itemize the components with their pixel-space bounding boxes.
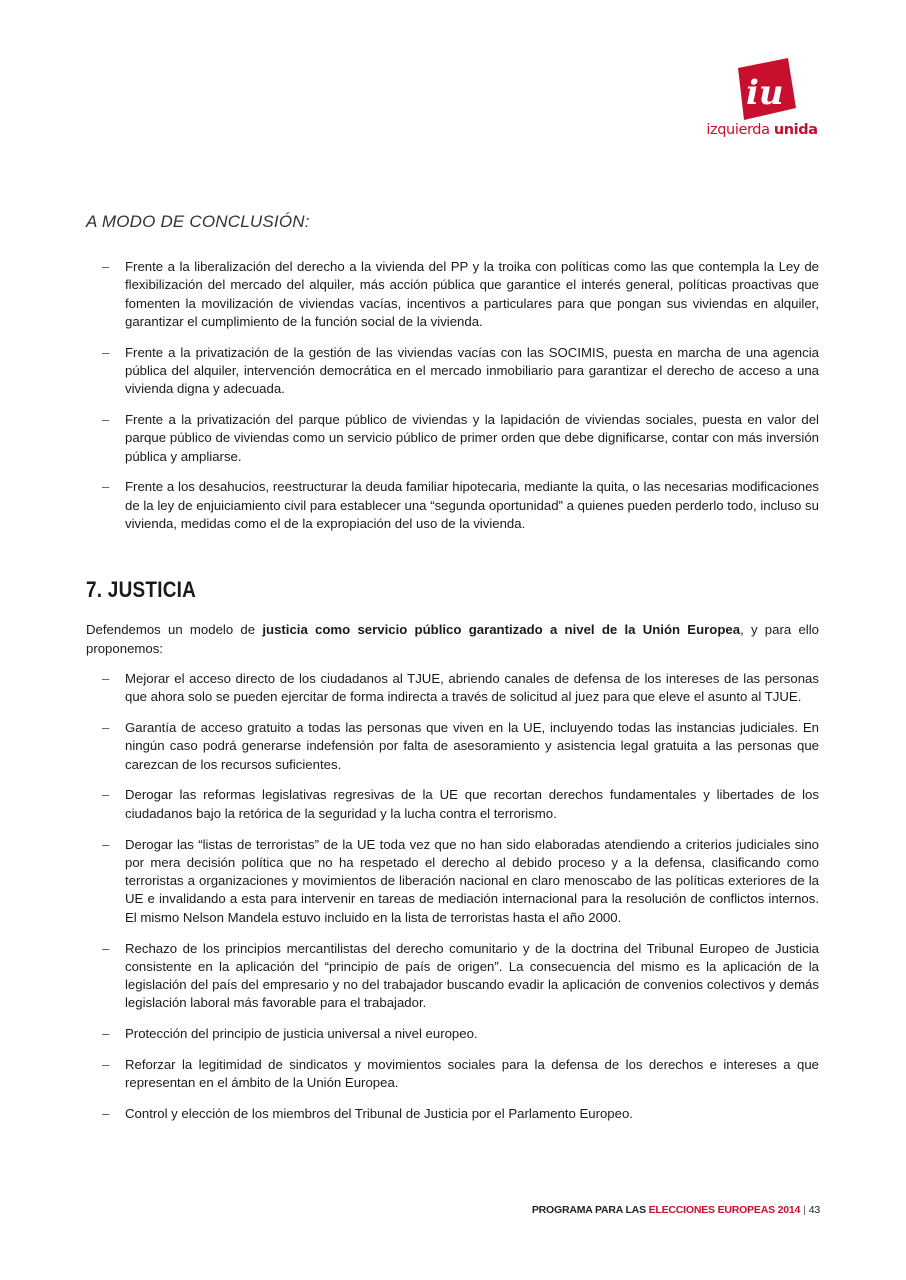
intro-text-before: Defendemos un modelo de [86, 622, 263, 638]
justicia-list [86, 670, 819, 1123]
list-item-text: Mejorar el acceso directo de los ciudadanos al TJUE, abriendo canales de defensa de los intereses de las personas que ahora solo se pueden ejercitar de forma indirecta a través de solicitud al juez para que eleve el asunto al TJUE. [125, 670, 819, 705]
dash-bullet: – [102, 720, 110, 736]
page-footer [532, 1204, 820, 1216]
list-item-text: Derogar las reformas legislativas regresivas de la UE que recortan derechos fundamentales y libertades de los ciudadanos bajo la retórica de la seguridad y la lucha contra el terrorismo. [125, 787, 819, 821]
footer-highlight: ELECCIONES EUROPEAS 2014 [648, 1204, 801, 1216]
list-item [86, 670, 819, 707]
list-item-text: Control y elección de los miembros del Tribunal de Justicia por el Parlamento Europeo. [125, 1106, 633, 1122]
dash-bullet: – [102, 1026, 110, 1042]
section-title-justicia: 7. JUSTICIA [86, 577, 197, 603]
intro-text-bold: justicia como servicio público garantizado a nivel de la Unión Europea [262, 622, 741, 638]
list-item [86, 258, 819, 331]
list-item [86, 1025, 819, 1043]
list-item-text: Frente a los desahucios, reestructurar la deuda familiar hipotecaria, mediante la quita, o las necesarias modificaciones de la ley de enjuiciamiento civil para establecer una “segunda oportunidad” a quienes pueden perderlo todo, incluso su vivienda, medidas como el de la expropiación del uso de la vivienda. [125, 479, 819, 532]
logo-word-izquierda: izquierda [706, 122, 770, 138]
list-item-text: Rechazo de los principios mercantilistas del derecho comunitario y de la doctrina del Tribunal Europeo de Justicia consistente en la aplicación del “principio de país de origen”. La consecuencia del mismo es la aplicación de la legislación del país del empresario y no del trabajador buscando evadir la aplicación de convenios colectivos y demás legislación laboral más favorable para el trabajador. [125, 940, 819, 1011]
party-logo [700, 58, 824, 148]
logo-wordmark [700, 122, 824, 138]
list-item [86, 1105, 819, 1123]
list-item [86, 786, 819, 823]
list-item [86, 719, 819, 774]
dash-bullet: – [102, 670, 110, 686]
list-item [86, 344, 819, 399]
dash-bullet: – [102, 344, 110, 360]
page-content [86, 212, 819, 1136]
dash-bullet: – [102, 940, 110, 956]
list-item [86, 478, 819, 533]
dash-bullet: – [102, 1057, 110, 1072]
list-item-text: Frente a la liberalización del derecho a la vivienda del PP y la troika con políticas como las que contempla la Ley de flexibilización del mercado del alquiler, más acción pública que garantice el interés general, políticas proactivas que fomenten la movilización de viviendas vacías, incentivos a particulares para que pongan sus viviendas en alquiler, garantizar el cumplimiento de la función social de la vivienda. [125, 259, 819, 329]
logo-word-unida: unida [773, 122, 818, 138]
dash-bullet: – [102, 836, 110, 852]
dash-bullet: – [102, 479, 110, 495]
list-item [86, 1056, 819, 1093]
iu-logo-icon [730, 58, 796, 120]
dash-bullet: – [102, 787, 110, 803]
list-item-text: Reforzar la legitimidad de sindicatos y movimientos sociales para la defensa de los derechos e intereses a que representan en el ámbito de la Unión Europea. [125, 1057, 819, 1091]
list-item [86, 836, 819, 927]
page-number: 43 [808, 1204, 820, 1216]
dash-bullet: – [102, 412, 110, 428]
footer-separator: | [803, 1204, 806, 1216]
footer-prefix: PROGRAMA PARA LAS [531, 1204, 649, 1216]
justicia-intro [86, 621, 819, 658]
logo-mark-text: iu [746, 73, 784, 113]
dash-bullet: – [102, 259, 110, 274]
dash-bullet: – [102, 1106, 110, 1122]
list-item-text: Frente a la privatización de la gestión de las viviendas vacías con las SOCIMIS, puesta en marcha de una agencia pública del alquiler, intervención democrática en el mercado inmobiliario para garantizar el derecho de acceso a una vivienda digna y adecuada. [125, 344, 819, 397]
list-item-text: Frente a la privatización del parque público de viviendas y la lapidación de viviendas sociales, puesta en valor del parque público de viviendas como un servicio público de primer orden que debe dignificarse, contar con más inversión pública y ampliarse. [125, 412, 819, 464]
conclusion-heading: A MODO DE CONCLUSIÓN: [86, 212, 310, 231]
list-item [86, 411, 819, 466]
list-item-text: Protección del principio de justicia universal a nivel europeo. [125, 1026, 478, 1042]
list-item-text: Garantía de acceso gratuito a todas las personas que viven en la UE, incluyendo todas las instancias judiciales. En ningún caso podrá generarse indefensión por falta de asesoramiento y asistencia legal gratuita a las personas que carezcan de los recursos suficientes. [125, 720, 819, 772]
intro-text-after: , y para ello proponemos: [86, 622, 819, 656]
list-item-text: Derogar las “listas de terroristas” de la UE toda vez que no han sido elaboradas atendiendo a criterios judiciales sino por mera decisión política que no ha respetado el derecho al debido proceso y a la defensa, clasificando como terroristas a organizaciones y movimientos de liberación nacional en claro menoscabo de las políticas exteriores de la UE e invalidando a esta para intervenir en tareas de mediación internacional para la resolución de conflictos internos. El mismo Nelson Mandela estuvo incluido en la lista de terroristas hasta el año 2000. [125, 836, 819, 925]
list-item [86, 940, 819, 1013]
conclusion-list [86, 258, 819, 533]
